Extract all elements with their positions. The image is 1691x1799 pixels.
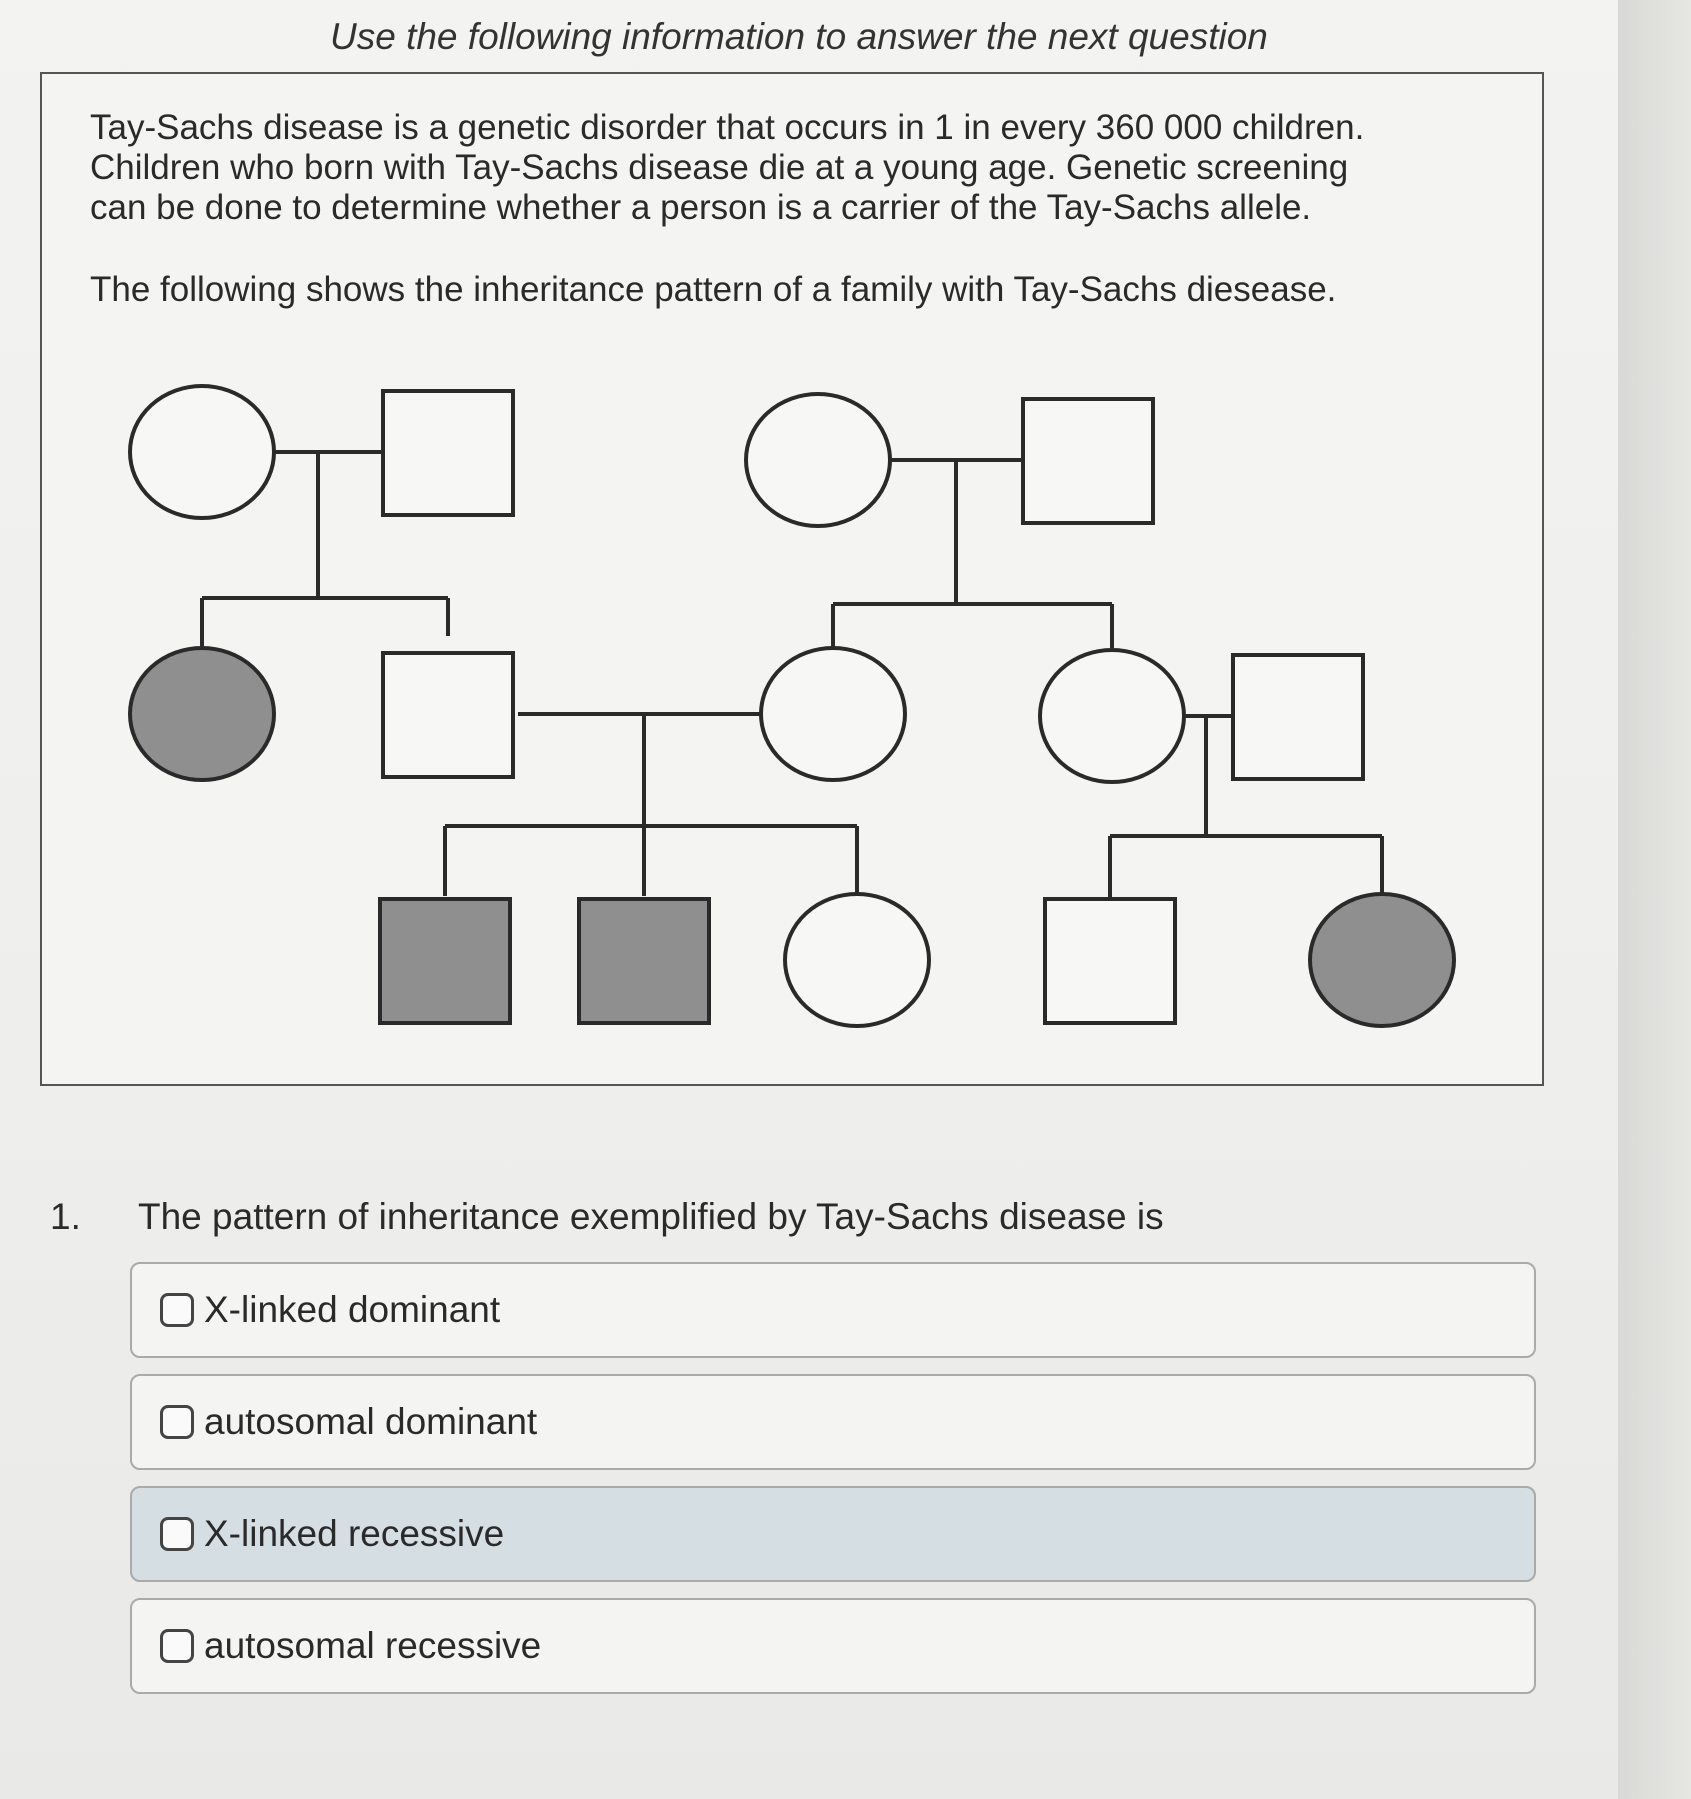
affected-female-symbol	[130, 648, 274, 780]
question-prompt	[50, 1196, 1164, 1238]
unaffected-female-symbol	[1040, 650, 1184, 782]
answer-options	[130, 1262, 1536, 1710]
affected-male-symbol	[380, 899, 510, 1023]
information-box	[40, 72, 1544, 1086]
pedigree-caption: The following shows the inheritance pattern of a family with Tay-Sachs diesease.	[90, 270, 1337, 309]
intro-line: can be done to determine whether a person is a carrier of the Tay-Sachs allele.	[90, 188, 1312, 227]
option-label: autosomal dominant	[204, 1401, 538, 1442]
question-text: The pattern of inheritance exemplified by Tay-Sachs disease is	[138, 1196, 1164, 1237]
unaffected-male-symbol	[383, 391, 513, 515]
instruction-text: Use the following information to answer the next question	[330, 16, 1268, 57]
unaffected-male-symbol	[1045, 899, 1175, 1023]
option-autosomal-dominant[interactable]	[130, 1374, 1536, 1470]
background-edge	[1618, 0, 1691, 1799]
option-label: X-linked recessive	[204, 1513, 505, 1554]
option-x-linked-recessive[interactable]	[130, 1486, 1536, 1582]
unaffected-female-symbol	[130, 386, 274, 518]
unaffected-female-symbol	[785, 894, 929, 1026]
option-autosomal-recessive[interactable]	[130, 1598, 1536, 1694]
affected-male-symbol	[579, 899, 709, 1023]
option-x-linked-dominant[interactable]	[130, 1262, 1536, 1358]
unaffected-male-symbol	[1023, 399, 1153, 523]
unaffected-male-symbol	[383, 653, 513, 777]
intro-line: Children who born with Tay-Sachs disease die at a young age. Genetic screening	[90, 148, 1349, 187]
radio-button[interactable]	[160, 1517, 194, 1551]
pedigree-chart	[42, 74, 1542, 1084]
radio-button[interactable]	[160, 1405, 194, 1439]
intro-line: Tay-Sachs disease is a genetic disorder that occurs in 1 in every 360 000 children.	[90, 108, 1365, 147]
option-label: autosomal recessive	[204, 1625, 542, 1666]
radio-button[interactable]	[160, 1629, 194, 1663]
radio-button[interactable]	[160, 1293, 194, 1327]
unaffected-male-symbol	[1233, 655, 1363, 779]
unaffected-female-symbol	[761, 648, 905, 780]
question-number: 1.	[50, 1196, 81, 1237]
unaffected-female-symbol	[746, 394, 890, 526]
affected-female-symbol	[1310, 894, 1454, 1026]
option-label: X-linked dominant	[204, 1289, 501, 1330]
